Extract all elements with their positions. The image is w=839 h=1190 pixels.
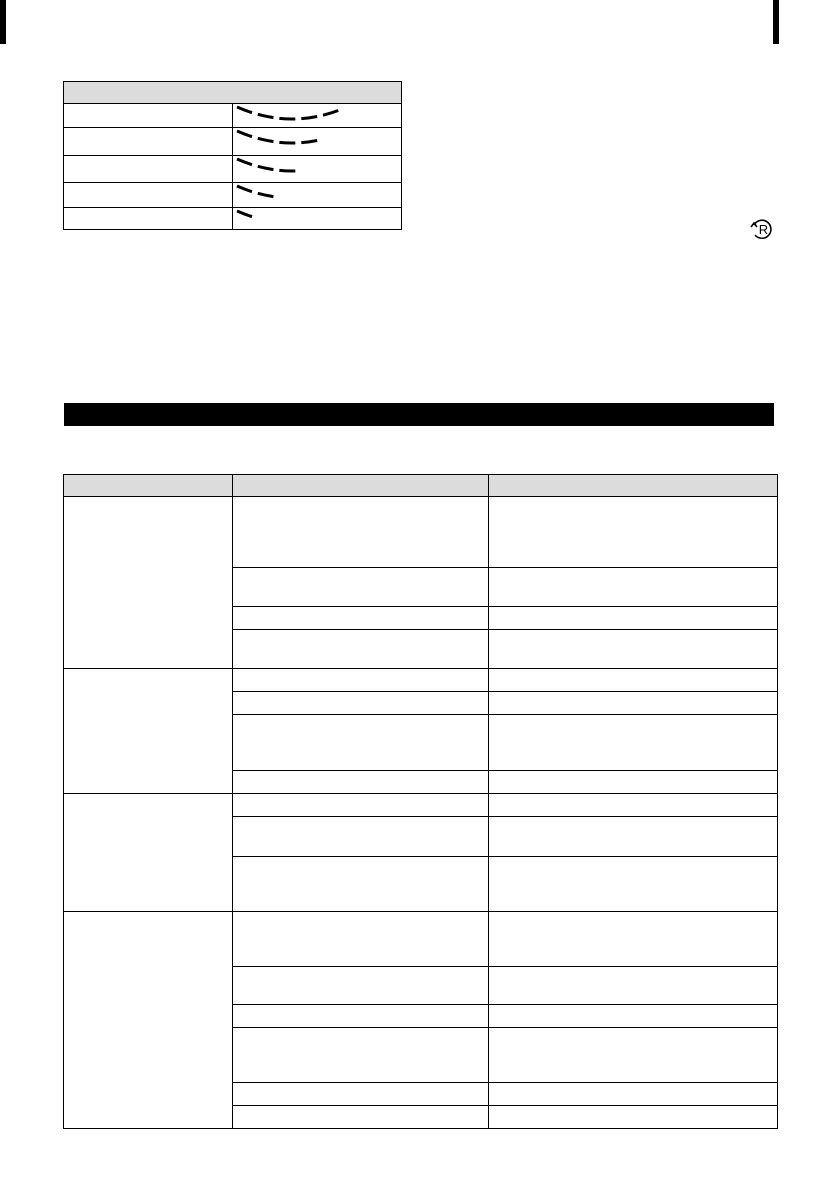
cause-cell xyxy=(233,817,489,857)
cause-cell xyxy=(233,497,489,568)
cause-cell xyxy=(233,568,489,607)
cause-cell xyxy=(233,794,489,817)
symptom-cell xyxy=(64,669,233,794)
cause-cell xyxy=(233,1005,489,1028)
cause-cell xyxy=(233,967,489,1005)
battery-level-row xyxy=(64,183,402,208)
battery-level-row xyxy=(64,104,402,128)
table-row xyxy=(64,669,778,692)
column-header-symptom xyxy=(64,475,233,497)
remedy-cell xyxy=(489,715,778,771)
battery-level-label xyxy=(64,128,233,156)
crop-mark-top-right xyxy=(773,0,779,44)
battery-level-indicator xyxy=(233,104,402,128)
remedy-cell xyxy=(489,794,778,817)
cause-cell xyxy=(233,1106,489,1129)
battery-arc-icon xyxy=(233,208,353,229)
battery-arc-icon xyxy=(233,183,353,207)
battery-level-indicator xyxy=(233,208,402,230)
battery-arc-icon xyxy=(233,128,353,155)
battery-level-table xyxy=(63,81,402,230)
remedy-cell xyxy=(489,607,778,630)
remedy-cell xyxy=(489,817,778,857)
battery-arc-icon xyxy=(233,156,353,182)
battery-arc-icon xyxy=(233,104,353,127)
section-title-bar xyxy=(64,403,774,426)
column-header-cause xyxy=(233,475,489,497)
battery-level-indicator xyxy=(233,183,402,208)
remedy-cell xyxy=(489,1106,778,1129)
battery-level-row xyxy=(64,128,402,156)
remedy-cell xyxy=(489,967,778,1005)
cause-cell xyxy=(233,669,489,692)
battery-level-row xyxy=(64,156,402,183)
table-row xyxy=(64,794,778,817)
battery-table-header xyxy=(64,82,402,104)
rotate-r-icon xyxy=(749,216,777,242)
symptom-cell xyxy=(64,794,233,912)
cause-cell xyxy=(233,1028,489,1083)
battery-level-indicator xyxy=(233,156,402,183)
battery-level-label xyxy=(64,183,233,208)
remedy-cell xyxy=(489,1005,778,1028)
battery-level-label xyxy=(64,208,233,230)
cause-cell xyxy=(233,607,489,630)
crop-mark-top-left xyxy=(0,0,6,44)
remedy-cell xyxy=(489,692,778,715)
battery-level-label xyxy=(64,104,233,128)
remedy-cell xyxy=(489,630,778,669)
symptom-cell xyxy=(64,497,233,669)
remedy-cell xyxy=(489,568,778,607)
cause-cell xyxy=(233,912,489,967)
cause-cell xyxy=(233,857,489,912)
battery-level-row xyxy=(64,208,402,230)
cause-cell xyxy=(233,630,489,669)
remedy-cell xyxy=(489,1083,778,1106)
remedy-cell xyxy=(489,912,778,967)
remedy-cell xyxy=(489,771,778,794)
svg-text:R: R xyxy=(758,222,769,237)
remedy-cell xyxy=(489,857,778,912)
cause-cell xyxy=(233,1083,489,1106)
battery-level-indicator xyxy=(233,128,402,156)
cause-cell xyxy=(233,771,489,794)
column-header-remedy xyxy=(489,475,778,497)
remedy-cell xyxy=(489,1028,778,1083)
cause-cell xyxy=(233,715,489,771)
table-row xyxy=(64,912,778,967)
remedy-cell xyxy=(489,669,778,692)
troubleshooting-table xyxy=(63,474,778,1129)
symptom-cell xyxy=(64,912,233,1129)
table-row xyxy=(64,497,778,568)
cause-cell xyxy=(233,692,489,715)
battery-level-label xyxy=(64,156,233,183)
remedy-cell xyxy=(489,497,778,568)
